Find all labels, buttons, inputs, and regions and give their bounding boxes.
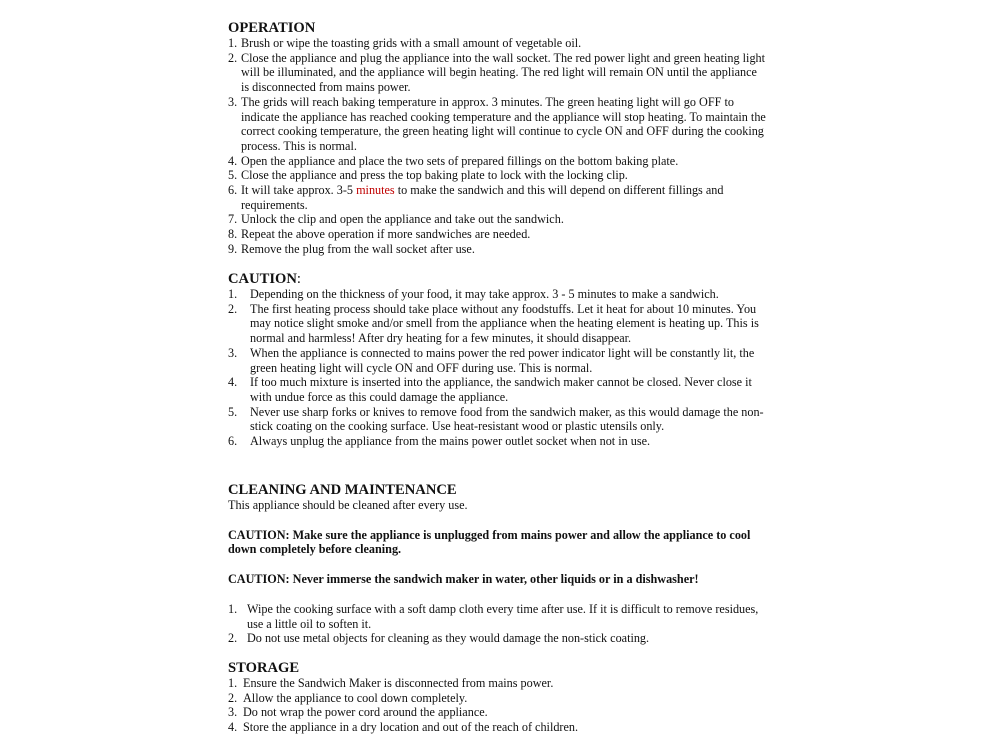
operation-heading: OPERATION [228,20,316,36]
operation-step: 7. Unlock the clip and open the appliance and take out the sandwich. [228,212,564,227]
cleaning-section [228,482,768,646]
caution-section [228,271,768,449]
minutes-highlight: minutes [356,183,395,198]
caution-item: 2. The first heating process should take place without any foodstuffs. Let it heat for about 10 minutes. You may notice slight smoke and/or smell from the appliance when the heating element is heating up. This is normal and harmless! After dry heating for a few minutes, it should disappear. [228,301,759,346]
storage-item: 1. Ensure the Sandwich Maker is disconnected from mains power. [228,676,554,690]
storage-item: 3. Do not wrap the power cord around the appliance. [228,705,488,720]
operation-step: 1. Brush or wipe the toasting grids with a small amount of vegetable oil. [228,36,582,50]
operation-step: 8. Repeat the above operation if more sandwiches are needed. [228,227,531,242]
caution-item: 5. Never use sharp forks or knives to remove food from the sandwich maker, as this would damage the non-stick coating on the cooking surface. Use heat-resistant wood or plastic utensils only. [228,404,764,434]
operation-step: 3. The grids will reach baking temperature in approx. 3 minutes. The green heating light will go OFF to indicate the appliance has reached cooking temperature and the appliance will stop heating. To maintain the correct cooking temperature, the green heating light will continue to cycle ON and OFF during the cooking process. This is normal. [228,94,766,153]
cleaning-item: 2. Do not use metal objects for cleaning as they would damage the non-stick coating. [228,631,650,646]
cleaning-caution-immerse: CAUTION: Never immerse the sandwich maker in water, other liquids or in a dishwasher! [228,572,699,587]
caution-item: 4. If too much mixture is inserted into the appliance, the sandwich maker cannot be closed. Never close it with undue force as this could damage the appliance. [228,375,752,404]
storage-heading: STORAGE [228,660,300,676]
storage-items [228,676,768,735]
cleaning-heading: CLEANING AND MAINTENANCE [228,482,457,498]
storage-item: 4. Store the appliance in a dry location and out of the reach of children. [228,720,579,735]
caution-heading: CAUTION: [228,271,301,287]
caution-items [228,287,768,449]
cleaning-intro: This appliance should be cleaned after every use. [228,498,468,512]
operation-section [228,20,768,257]
operation-steps [228,36,768,257]
operation-step: 5. Close the appliance and press the top baking plate to lock with the locking clip. [228,168,628,183]
cleaning-caution-unplug: CAUTION: Make sure the appliance is unplugged from mains power and allow the appliance to cool down completely before cleaning. [228,527,751,557]
caution-item: 3. When the appliance is connected to mains power the red power indicator light will be constantly lit, the green heating light will cycle ON and OFF during use. This is normal. [228,345,755,375]
operation-step: 4. Open the appliance and place the two sets of prepared fillings on the bottom baking plate. [228,153,679,168]
operation-step: 2. Close the appliance and plug the appliance into the wall socket. The red power light and green heating light will be illuminated, and the appliance will begin heating. The red light will remain ON until the appliance is disconnected from mains power. [228,50,766,95]
storage-section [228,660,768,735]
cleaning-item: 1. Wipe the cooking surface with a soft damp cloth every time after use. If it is difficult to remove residues, use a little oil to soften it. [228,601,759,631]
operation-step: 6. It will take approx. 3-5 minutes to make the sandwich and this will depend on different fillings and requirements. [228,183,724,212]
caution-item: 6. Always unplug the appliance from the mains power outlet socket when not in use. [228,434,651,449]
operation-step: 9. Remove the plug from the wall socket after use. [228,241,475,256]
storage-item: 2. Allow the appliance to cool down completely. [228,690,468,705]
caution-item: 1. Depending on the thickness of your food, it may take approx. 3 - 5 minutes to make a sandwich. [228,287,719,301]
cleaning-items [228,602,768,646]
